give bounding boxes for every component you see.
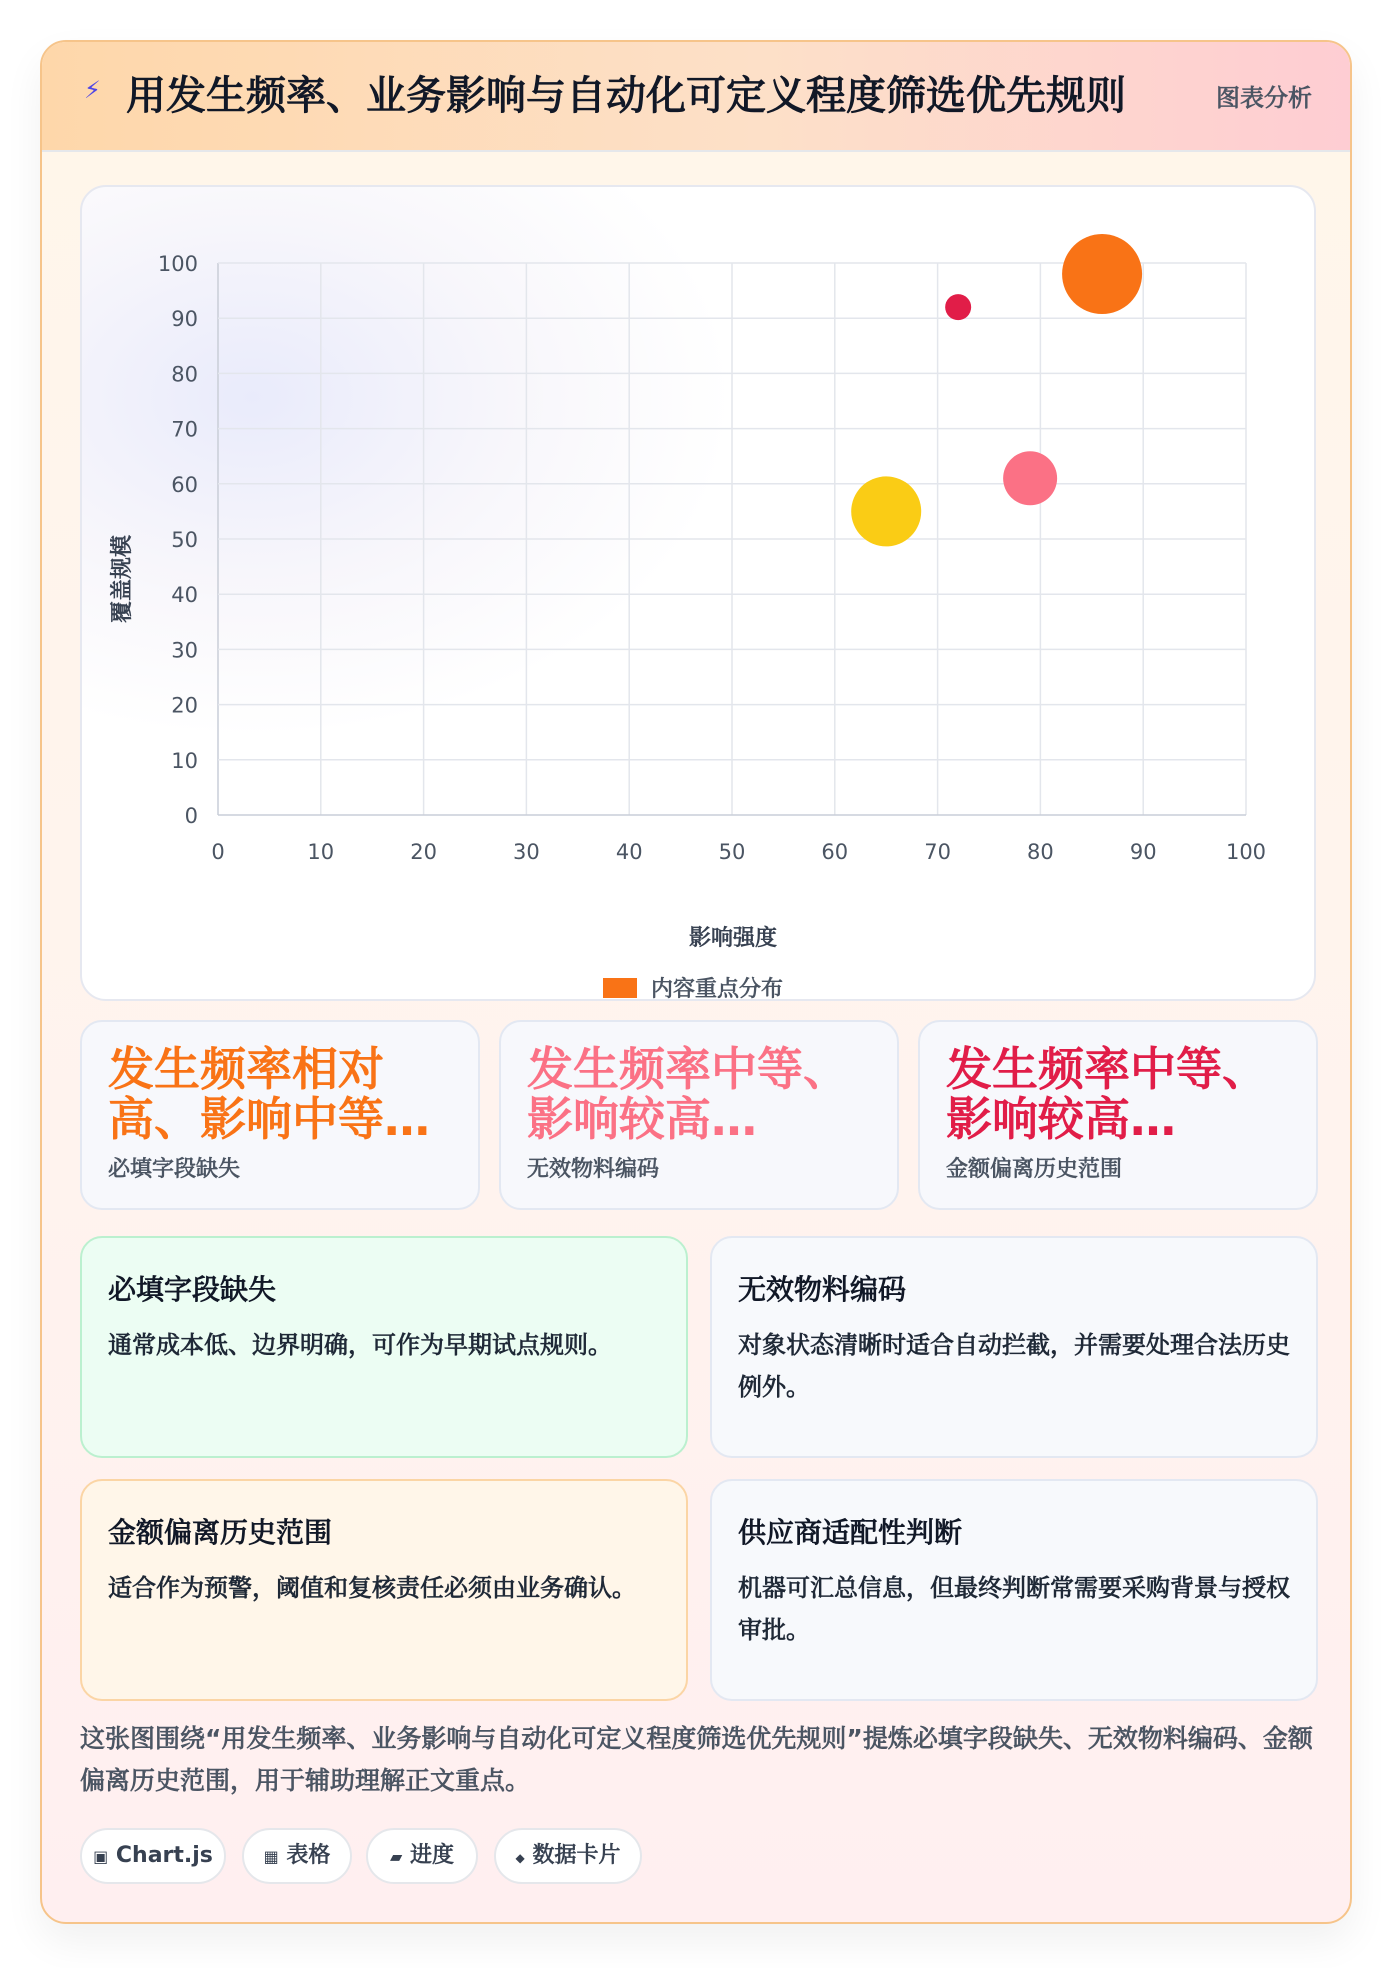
table-icon: ▦ bbox=[263, 1847, 279, 1866]
note-title: 供应商适配性判断 bbox=[738, 1516, 963, 1549]
stat-value: 发生频率中等、影响较高… bbox=[527, 1044, 849, 1144]
x-axis-label: 影响强度 bbox=[688, 926, 778, 951]
x-tick-label: 40 bbox=[615, 840, 643, 864]
pill-chartjs[interactable] bbox=[80, 1828, 226, 1884]
pill-label: 数据卡片 bbox=[532, 1843, 621, 1868]
x-tick-label: 50 bbox=[718, 840, 746, 864]
y-tick-label: 80 bbox=[171, 362, 198, 387]
y-tick-label: 90 bbox=[171, 307, 198, 332]
stat-card-1 bbox=[80, 1020, 480, 1210]
stat-value: 发生频率中等、影响较高… bbox=[946, 1044, 1268, 1144]
note-card-4 bbox=[710, 1479, 1318, 1701]
bubble-chart bbox=[82, 187, 1318, 1003]
diamond-icon: ◆ bbox=[515, 1851, 525, 1865]
note-desc: 通常成本低、边界明确，可作为早期试点规则。 bbox=[108, 1331, 612, 1359]
pill-table[interactable] bbox=[242, 1828, 352, 1884]
note-desc: 机器可汇总信息，但最终判断常需要采购背景与授权审批。 bbox=[738, 1574, 1290, 1644]
note-desc: 适合作为预警，阈值和复核责任必须由业务确认。 bbox=[108, 1574, 636, 1602]
pill-progress[interactable] bbox=[366, 1828, 478, 1884]
x-tick-label: 20 bbox=[410, 840, 437, 864]
bubble-point-1[interactable] bbox=[1062, 234, 1142, 314]
stat-label: 必填字段缺失 bbox=[108, 1157, 241, 1182]
stat-card-2 bbox=[499, 1020, 899, 1210]
x-tick-label: 70 bbox=[924, 840, 951, 864]
chart-panel bbox=[80, 185, 1316, 1001]
y-tick-label: 100 bbox=[157, 252, 198, 276]
bubble-point-2[interactable] bbox=[945, 294, 971, 320]
note-title: 必填字段缺失 bbox=[108, 1273, 277, 1306]
note-title: 金额偏离历史范围 bbox=[108, 1516, 333, 1549]
caption: 这张图围绕“用发生频率、业务影响与自动化可定义程度筛选优先规则”提炼必填字段缺失、无效物料编码、金额偏离历史范围，用于辅助理解正文重点。 bbox=[80, 1724, 1313, 1795]
pill-label: Chart.js bbox=[115, 1843, 213, 1868]
stat-label: 金额偏离历史范围 bbox=[946, 1157, 1123, 1182]
y-axis-label: 覆盖规模 bbox=[110, 534, 135, 624]
note-title: 无效物料编码 bbox=[738, 1273, 907, 1306]
note-card-3 bbox=[80, 1479, 688, 1701]
bubble-point-4[interactable] bbox=[851, 476, 921, 546]
page-title: 用发生频率、业务影响与自动化可定义程度筛选优先规则 bbox=[126, 73, 1126, 119]
progress-icon: ▰ bbox=[390, 1847, 403, 1866]
y-tick-label: 20 bbox=[171, 693, 198, 718]
chart-icon: ▣ bbox=[93, 1847, 109, 1866]
y-tick-label: 40 bbox=[171, 583, 198, 608]
stat-label: 无效物料编码 bbox=[527, 1157, 660, 1182]
y-tick-label: 50 bbox=[171, 528, 198, 552]
y-tick-label: 0 bbox=[184, 804, 198, 828]
chart-analysis-tag: 图表分析 bbox=[1216, 84, 1312, 112]
x-tick-label: 30 bbox=[513, 840, 540, 864]
legend-label[interactable]: 内容重点分布 bbox=[651, 977, 784, 1002]
pill-label: 表格 bbox=[286, 1843, 331, 1868]
header bbox=[42, 42, 1350, 152]
lightning-icon: ⚡ bbox=[84, 76, 101, 104]
note-card-2 bbox=[710, 1236, 1318, 1458]
x-tick-label: 60 bbox=[821, 840, 849, 864]
stat-card-3 bbox=[918, 1020, 1318, 1210]
bubble-point-3[interactable] bbox=[1003, 451, 1057, 505]
note-card-1 bbox=[80, 1236, 688, 1458]
x-tick-label: 100 bbox=[1225, 840, 1267, 864]
x-tick-label: 10 bbox=[307, 840, 335, 864]
stat-value: 发生频率相对高、影响中等… bbox=[108, 1044, 430, 1144]
pill-data-card[interactable] bbox=[494, 1828, 642, 1884]
main-card bbox=[40, 40, 1352, 1924]
y-tick-label: 10 bbox=[171, 748, 198, 773]
pill-label: 进度 bbox=[409, 1843, 454, 1868]
y-tick-label: 30 bbox=[171, 638, 198, 663]
note-desc: 对象状态清晰时适合自动拦截，并需要处理合法历史例外。 bbox=[738, 1331, 1290, 1401]
x-tick-label: 0 bbox=[211, 840, 225, 864]
y-tick-label: 70 bbox=[171, 417, 198, 442]
x-tick-label: 80 bbox=[1027, 840, 1054, 864]
x-tick-label: 90 bbox=[1129, 840, 1157, 864]
legend-swatch[interactable] bbox=[603, 978, 637, 998]
y-tick-label: 60 bbox=[171, 472, 198, 497]
